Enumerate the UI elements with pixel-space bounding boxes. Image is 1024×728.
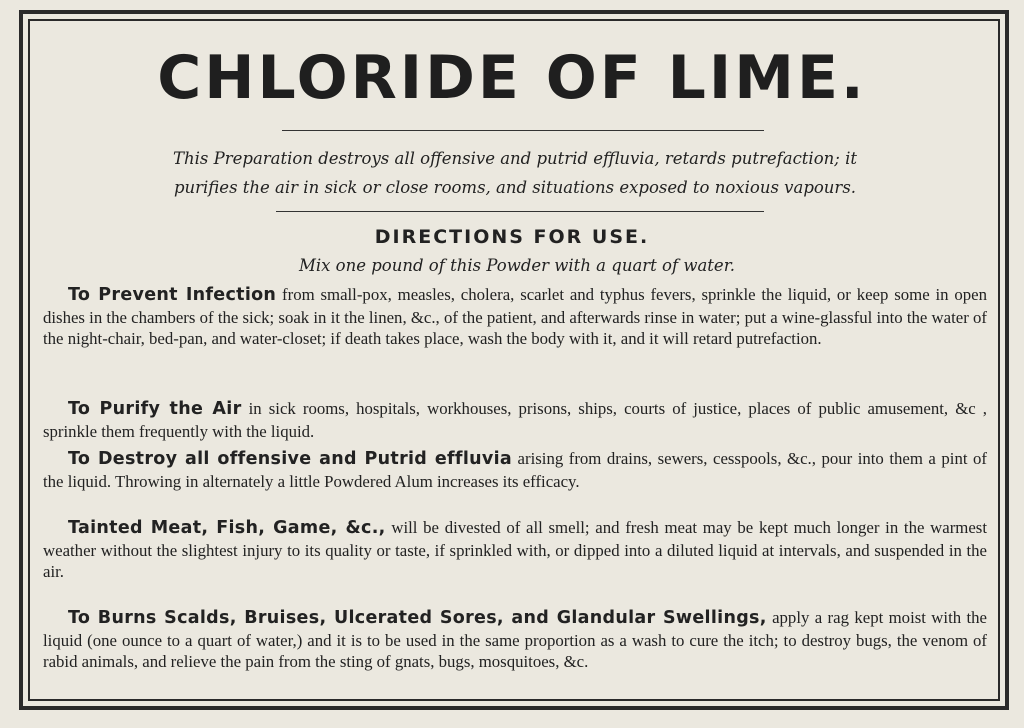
- intro-rule: [276, 211, 764, 212]
- paragraph-purify-air: [43, 398, 987, 442]
- paragraph-lead: To Burns Scalds, Bruises, Ulcerated Sores, and Glandular Swellings,: [68, 608, 767, 628]
- page-title: CHLORIDE OF LIME.: [157, 43, 867, 113]
- paragraph-lead: To Prevent Infection: [68, 285, 277, 305]
- mix-instruction: Mix one pound of this Powder with a quart of water.: [298, 256, 736, 275]
- paragraph-lead: Tainted Meat, Fish, Game, &c.,: [68, 518, 386, 538]
- paragraph-lead: To Destroy all offensive and Putrid effluvia: [68, 449, 513, 469]
- paragraph-body: apply a rag kept moist with the liquid (one ounce to a quart of water,) and it is to be used in the same proportion as a wash to cure the itch; to destroy bugs, the venom of rabid animals, and relieve the pain from the sting of gnats, bugs, mosquitoes, &c.: [43, 608, 987, 672]
- paragraph-lead: To Purify the Air: [68, 399, 242, 419]
- paragraph-body: from small-pox, measles, cholera, scarlet and typhus fevers, sprinkle the liquid, or keep some in open dishes in the chambers of the sick; soak in it the linen, &c., of the patient, and afterwards rinse in water; put a wine-glassful into the water of the night-chair, bed-pan, and water-closet; if death takes place, wash the body with it, and it will retard putrefaction.: [43, 285, 987, 349]
- paragraph-prevent-infection: [43, 284, 987, 350]
- paragraph-tainted-meat: [43, 517, 987, 583]
- paragraph-body: will be divested of all smell; and fresh meat may be kept much longer in the warmest weather without the slightest injury to its quality or taste, if sprinkled with, or dipped into a diluted liquid at intervals, and suspended in the air.: [43, 518, 988, 582]
- directions-heading: DIRECTIONS FOR USE.: [374, 226, 650, 248]
- intro-line-1: This Preparation destroys all offensive and putrid effluvia, retards putrefaction; it: [173, 149, 857, 168]
- inner-border: [28, 19, 1000, 701]
- paragraph-body: in sick rooms, hospitals, workhouses, prisons, ships, courts of justice, places of public amusement, &c , sprinkle them frequently with the liquid.: [43, 399, 987, 441]
- paragraph-burns-scalds: [43, 607, 987, 673]
- title-rule: [282, 130, 764, 131]
- paragraph-destroy-effluvia: [43, 448, 987, 492]
- intro-line-2: purifies the air in sick or close rooms, and situations exposed to noxious vapours.: [173, 178, 857, 197]
- intro-text: [45, 144, 985, 202]
- paragraph-body: arising from drains, sewers, cesspools, &c., pour into them a pint of the liquid. Throwing in alternately a little Powdered Alum increases its efficacy.: [43, 449, 987, 491]
